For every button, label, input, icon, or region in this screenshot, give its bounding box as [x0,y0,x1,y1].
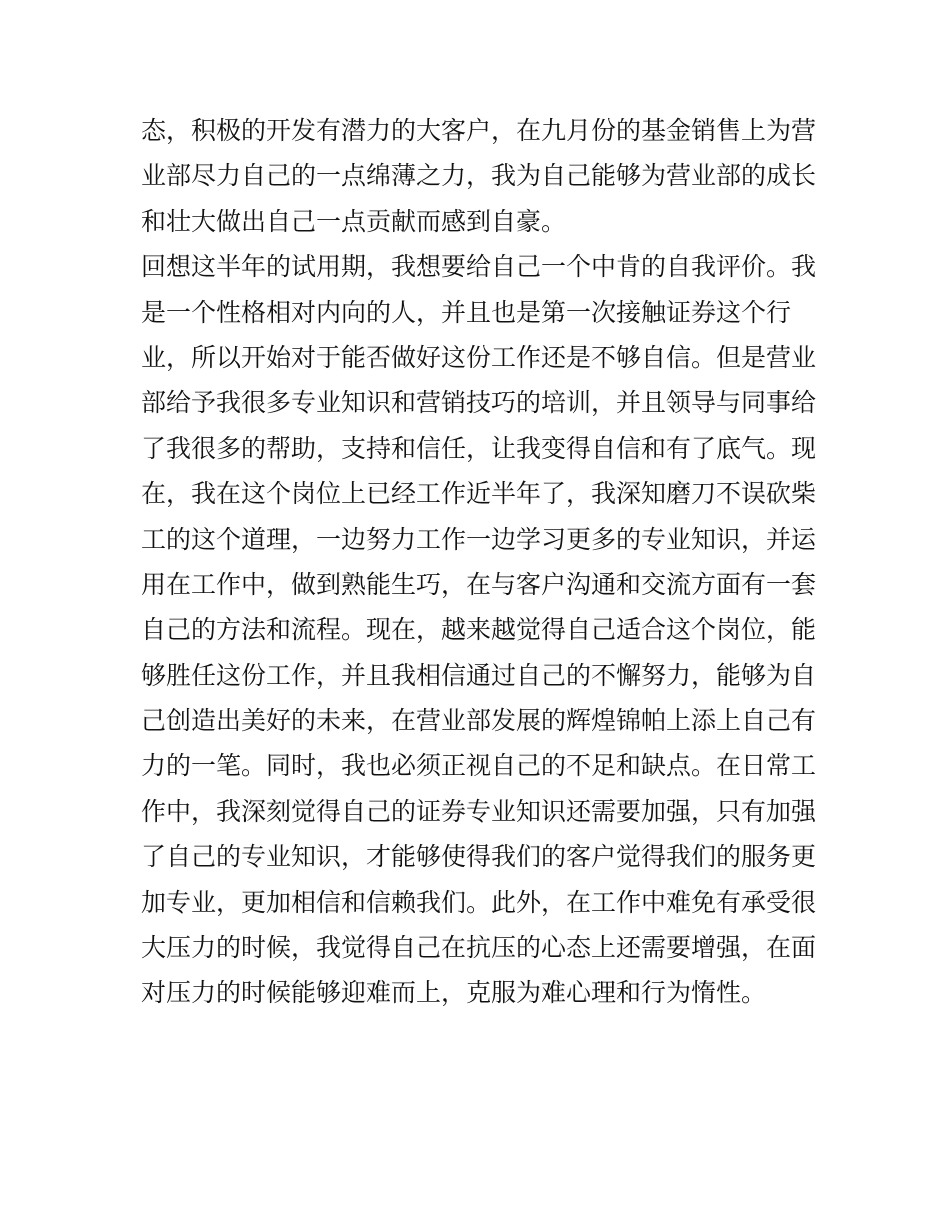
text-line: 是一个性格相对内向的人，并且也是第一次接触证券这个行 [141,297,792,327]
text-line: 部给予我很多专业知识和营销技巧的培训，并且领导与同事给 [141,388,817,418]
text-line: 用在工作中，做到熟能生巧，在与客户沟通和交流方面有一套 [141,569,817,599]
text-line: 态，积极的开发有潜力的大客户，在九月份的基金销售上为营 [141,116,817,145]
text-line: 己创造出美好的未来，在营业部发展的辉煌锦帕上添上自己有 [141,706,817,736]
text-line: 和壮大做出自己一点贡献而感到自豪。 [141,206,567,236]
text-line: 大压力的时候，我觉得自己在抗压的心态上还需要增强，在面 [141,933,817,963]
text-line: 回想这半年的试用期，我想要给自己一个中肯的自我评价。我 [141,252,817,282]
text-line: 了我很多的帮助，支持和信任，让我变得自信和有了底气。现 [141,433,817,463]
text-line: 力的一笔。同时，我也必须正视自己的不足和缺点。在日常工 [141,751,817,781]
text-line: 了自己的专业知识，才能够使得我们的客户觉得我们的服务更 [141,842,817,872]
text-line: 作中，我深刻觉得自己的证券专业知识还需要加强，只有加强 [141,796,817,826]
body-text [141,108,821,1016]
text-line: 够胜任这份工作，并且我相信通过自己的不懈努力，能够为自 [141,660,817,690]
text-line: 对压力的时候能够迎难而上，克服为难心理和行为惰性。 [141,978,767,1008]
text-line: 业，所以开始对于能否做好这份工作还是不够自信。但是营业 [141,342,817,372]
text-line: 自己的方法和流程。现在，越来越觉得自己适合这个岗位，能 [141,615,817,645]
text-line: 在，我在这个岗位上已经工作近半年了，我深知磨刀不误砍柴 [141,479,817,509]
text-line: 加专业，更加相信和信赖我们。此外，在工作中难免有承受很 [141,887,817,917]
text-line: 业部尽力自己的一点绵薄之力，我为自己能够为营业部的成长 [141,161,817,191]
text-line: 工的这个道理，一边努力工作一边学习更多的专业知识，并运 [141,524,817,554]
